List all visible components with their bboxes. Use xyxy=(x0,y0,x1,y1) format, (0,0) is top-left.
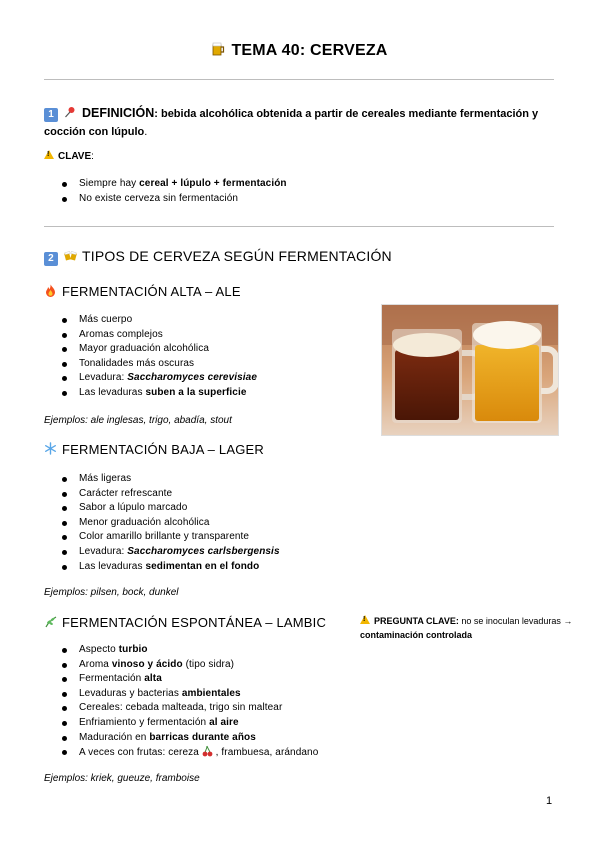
fire-icon xyxy=(44,284,57,297)
list-item xyxy=(44,472,374,487)
list-item xyxy=(44,643,364,658)
clave-heading xyxy=(44,150,94,162)
item-text: Sabor a lúpulo marcado xyxy=(79,502,188,514)
item-text: Levaduras y bacterias xyxy=(79,687,182,699)
warning-icon xyxy=(44,150,54,159)
item-text: Color amarillo brillante y transparente xyxy=(79,531,250,543)
item-bold: barricas durante años xyxy=(149,731,256,743)
number-badge: 1 xyxy=(44,108,58,122)
item-post: , frambuesa, arándano xyxy=(212,747,319,759)
item-text: Aromas complejos xyxy=(79,328,163,340)
list-item xyxy=(44,701,364,716)
pushpin-icon xyxy=(64,106,76,118)
definition: 1 DEFINICIÓN: bebida alcohólica obtenida a partir de cereales mediante fermentación y cocción con lúpulo. xyxy=(44,106,539,138)
divider xyxy=(44,79,554,80)
ale-list xyxy=(44,313,374,401)
list-item xyxy=(44,386,374,401)
definition-text-a: bebida alcohólica obtenida a partir de cereales mediante fermentación y xyxy=(160,108,539,120)
beer-mugs-image xyxy=(382,305,558,435)
item-text: Maduración en xyxy=(79,731,150,743)
list-item xyxy=(44,501,374,516)
list-item xyxy=(44,516,374,531)
item-text: Fermentación xyxy=(79,673,145,685)
title-text: TEMA 40: CERVEZA xyxy=(231,42,388,59)
clave-label: CLAVE xyxy=(58,151,92,162)
number-badge: 2 xyxy=(44,252,58,266)
item-text: Cereales: cebada malteada, trigo sin maltear xyxy=(79,702,283,714)
list-item xyxy=(44,731,364,746)
item-text: Mayor graduación alcohólica xyxy=(79,343,209,355)
item-text: Aspecto xyxy=(79,644,119,655)
list-item xyxy=(44,328,374,343)
ale-heading-text: FERMENTACIÓN ALTA – ALE xyxy=(62,284,241,299)
note-label: PREGUNTA CLAVE: xyxy=(374,616,459,626)
lambic-heading-text: FERMENTACIÓN ESPONTÁNEA – LAMBIC xyxy=(62,615,327,630)
ale-examples: Ejemplos: ale inglesas, trigo, abadía, stout xyxy=(44,415,232,426)
definition-text-b: cocción con lúpulo xyxy=(44,126,145,138)
item-bold: vinoso y ácido xyxy=(111,658,183,670)
herb-icon xyxy=(44,615,57,628)
warning-icon xyxy=(360,615,370,624)
item-text: Aroma xyxy=(79,658,112,670)
item-bold: Saccharomyces carlsbergensis xyxy=(127,545,280,557)
page-number: 1 xyxy=(546,795,553,807)
list-item xyxy=(44,560,374,575)
page-title xyxy=(0,42,600,60)
item-bold: Saccharomyces cerevisiae xyxy=(127,372,257,384)
lager-heading xyxy=(44,442,264,457)
lambic-heading xyxy=(44,615,326,630)
item-text: No existe cerveza sin fermentación xyxy=(79,192,239,204)
item-text: Siempre hay xyxy=(79,178,140,189)
item-text: Más ligeras xyxy=(79,473,132,484)
item-bold: alta xyxy=(144,673,162,685)
item-text: Tonalidades más oscuras xyxy=(79,357,195,369)
lambic-examples: Ejemplos: kriek, gueuze, framboise xyxy=(44,773,200,784)
item-bold: cereal + lúpulo + fermentación xyxy=(139,178,287,189)
item-bold: al aire xyxy=(209,716,239,728)
divider xyxy=(44,226,554,227)
item-bold: ambientales xyxy=(181,687,241,699)
clave-colon: : xyxy=(91,151,94,162)
item-text: Menor graduación alcohólica xyxy=(79,516,210,528)
list-item xyxy=(44,658,364,673)
cherry-icon xyxy=(202,745,213,757)
beer-cheers-icon xyxy=(64,249,77,262)
list-item xyxy=(44,192,544,207)
item-text: Carácter refrescante xyxy=(79,487,173,499)
lager-list xyxy=(44,472,374,574)
definition-heading: DEFINICIÓN xyxy=(82,106,155,120)
item-text: Levadura: xyxy=(79,545,128,557)
list-item xyxy=(44,357,374,372)
key-question-note xyxy=(360,614,600,642)
snowflake-icon xyxy=(44,442,57,455)
list-item xyxy=(44,687,364,702)
list-item xyxy=(44,672,364,687)
clave-list xyxy=(44,177,544,206)
list-item xyxy=(44,716,364,731)
item-text: Enfriamiento y fermentación xyxy=(79,716,210,728)
note-text: no se inoculan levaduras → xyxy=(458,616,573,626)
section-heading-text: TIPOS DE CERVEZA SEGÚN FERMENTACIÓN xyxy=(82,248,392,264)
list-item xyxy=(44,371,374,386)
section-heading xyxy=(44,248,392,266)
list-item xyxy=(44,545,374,560)
item-post: (tipo sidra) xyxy=(182,658,235,670)
beer-photo xyxy=(381,304,559,436)
list-item xyxy=(44,313,374,328)
list-item xyxy=(44,177,544,192)
list-item xyxy=(44,342,374,357)
list-item xyxy=(44,487,374,502)
lager-examples: Ejemplos: pilsen, bock, dunkel xyxy=(44,587,179,598)
item-text: Las levaduras xyxy=(79,386,146,398)
note-bold: contaminación controlada xyxy=(360,630,473,640)
definition-end: . xyxy=(144,126,148,138)
ale-heading xyxy=(44,284,241,299)
item-bold: suben a la superficie xyxy=(145,386,247,398)
item-bold: sedimentan en el fondo xyxy=(145,560,260,572)
list-item xyxy=(44,745,364,761)
list-item xyxy=(44,530,374,545)
beer-mug-icon xyxy=(212,42,225,56)
item-text: Las levaduras xyxy=(79,560,146,572)
item-text: Más cuerpo xyxy=(79,314,133,325)
lager-heading-text: FERMENTACIÓN BAJA – LAGER xyxy=(62,442,264,457)
item-text: A veces con frutas: cereza xyxy=(79,747,202,759)
lambic-list xyxy=(44,643,364,761)
item-text: Levadura: xyxy=(79,372,128,384)
item-bold: turbio xyxy=(118,644,148,655)
